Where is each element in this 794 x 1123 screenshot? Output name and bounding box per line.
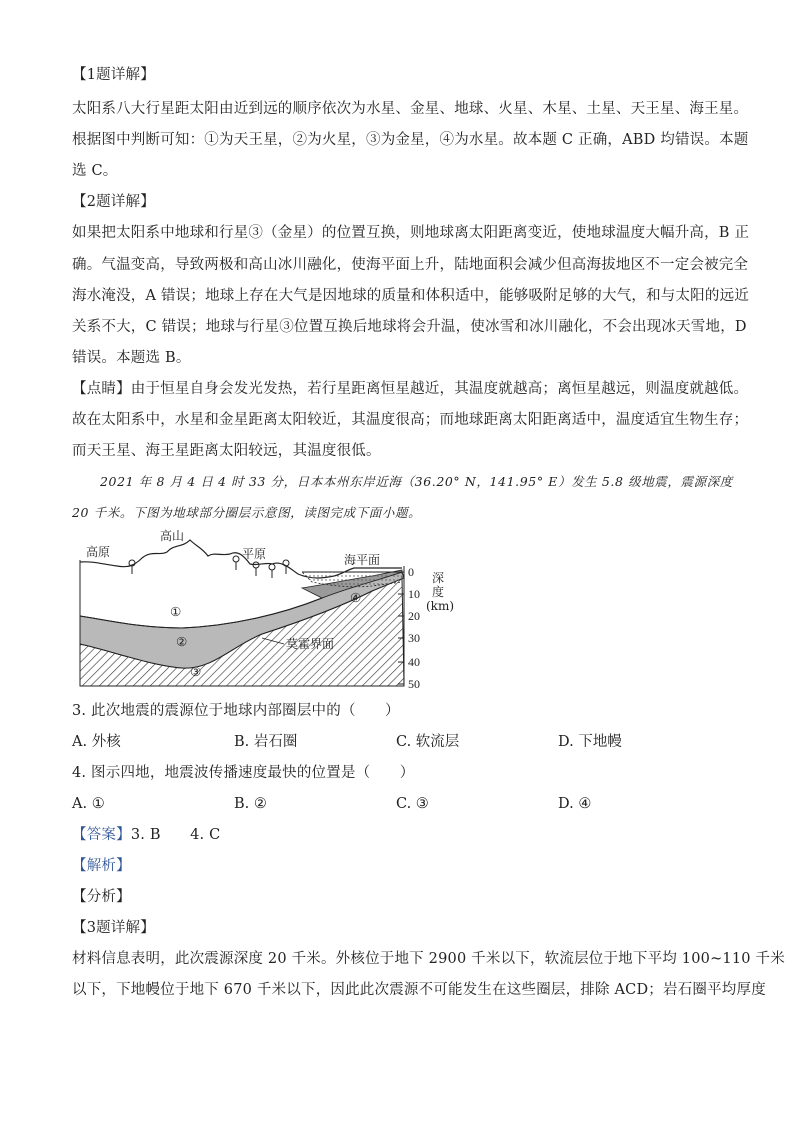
layer-mark-2: ② <box>176 634 188 649</box>
q3-option-b: B. 岩石圈 <box>234 734 298 750</box>
q4-stem: 4. 图示四地，地震波传播速度最快的位置是（ ） <box>72 765 415 781</box>
layer-mark-4: ④ <box>350 590 362 605</box>
section2-line: 确。气温变高，导致两极和高山冰川融化，使海平面上升，陆地面积会减少但高海拔地区不一定会被完全 <box>72 257 749 273</box>
section3-line: 以下，下地幔位于地下 670 千米以下，因此此次震源不可能发生在这些圈层，排除 ACD；岩石圈平均厚度 <box>72 982 766 998</box>
analysis-label: 【解析】 <box>72 858 131 874</box>
depth-tick: 50 <box>408 677 420 691</box>
section2-line: 关系不大，C 错误；地球与行星③位置互换后地球将会升温，使冰雪和冰川融化，不会出现冰天雪地，D <box>72 319 747 335</box>
q4-option-d: D. ④ <box>558 796 592 812</box>
section1-line: 选 C。 <box>72 163 118 179</box>
label-sea-level: 海平面 <box>344 553 381 567</box>
answer-row <box>72 824 220 846</box>
depth-title: 度 <box>432 585 445 599</box>
section3-line: 材料信息表明，此次震源深度 20 千米。外核位于地下 2900 千米以下，软流层位于地下平均 100~110 千米 <box>72 951 785 967</box>
section1-line: 根据图中判断可知：①为天王星，②为火星，③为金星，④为水星。故本题 C 正确，ABD 均错误。本题 <box>72 132 749 148</box>
depth-tick: 20 <box>408 609 420 623</box>
section1-heading: 【1题详解】 <box>72 67 155 83</box>
depth-tick: 10 <box>408 587 420 601</box>
q3-option-c: C. 软流层 <box>396 734 460 750</box>
fenxi-label: 【分析】 <box>72 889 131 905</box>
layer-mark-1: ① <box>170 604 182 619</box>
section2-line: 如果把太阳系中地球和行星③（金星）的位置互换，则地球离太阳距离变近，使地球温度大幅升高，B 正 <box>72 225 750 241</box>
q4-option-b: B. ② <box>234 796 267 812</box>
label-plain: 平原 <box>242 547 267 561</box>
q3-option-d: D. 下地幔 <box>558 734 622 750</box>
layer-mark-3: ③ <box>190 664 202 679</box>
depth-tick: 40 <box>408 655 420 669</box>
section3-heading: 【3题详解】 <box>72 920 155 936</box>
intro-line: 2021 年 8 月 4 日 4 时 33 分，日本本州东岸近海（36.20° N，141.95° E）发生 5.8 级地震，震源深度 <box>100 474 733 489</box>
depth-tick: 30 <box>408 631 420 645</box>
depth-title: 深 <box>432 571 445 585</box>
q4-option-a: A. ① <box>72 796 105 812</box>
section2-line: 错误。本题选 B。 <box>72 350 191 366</box>
answer-label: 【答案】 <box>72 827 131 843</box>
depth-unit: (km) <box>426 599 455 613</box>
tips-line: 而天王星、海王星距离太阳较远，其温度很低。 <box>72 443 381 459</box>
section2-line: 海水淹没，A 错误；地球上存在大气是因地球的质量和体积适中，能够吸附足够的大气，和与太阳的远近 <box>72 288 749 304</box>
tips-line: 故在太阳系中，水星和金星距离太阳较近，其温度很高；而地球距离太阳距离适中，温度适宜生物生存； <box>72 412 749 428</box>
earth-layers-diagram <box>72 526 472 696</box>
depth-tick: 0 <box>408 565 414 579</box>
answer-values: 3. B 4. C <box>130 827 221 843</box>
q4-option-c: C. ③ <box>396 796 429 812</box>
section1-line: 太阳系八大行星距太阳由近到远的顺序依次为水星、金星、地球、火星、木星、土星、天王星、海王星。 <box>72 101 749 117</box>
label-plateau: 高原 <box>86 545 111 559</box>
q3-stem: 3. 此次地震的震源位于地球内部圈层中的（ ） <box>72 703 400 719</box>
q3-option-a: A. 外核 <box>72 734 121 750</box>
intro-line: 20 千米。下图为地球部分圈层示意图，读图完成下面小题。 <box>72 505 422 520</box>
label-moho: 莫霍界面 <box>286 637 335 651</box>
label-mountain: 高山 <box>160 529 185 543</box>
tips-line: 【点睛】由于恒星自身会发光发热，若行星距离恒星越近，其温度就越高；离恒星越远，则温度就越低。 <box>72 381 749 397</box>
section2-heading: 【2题详解】 <box>72 194 155 210</box>
